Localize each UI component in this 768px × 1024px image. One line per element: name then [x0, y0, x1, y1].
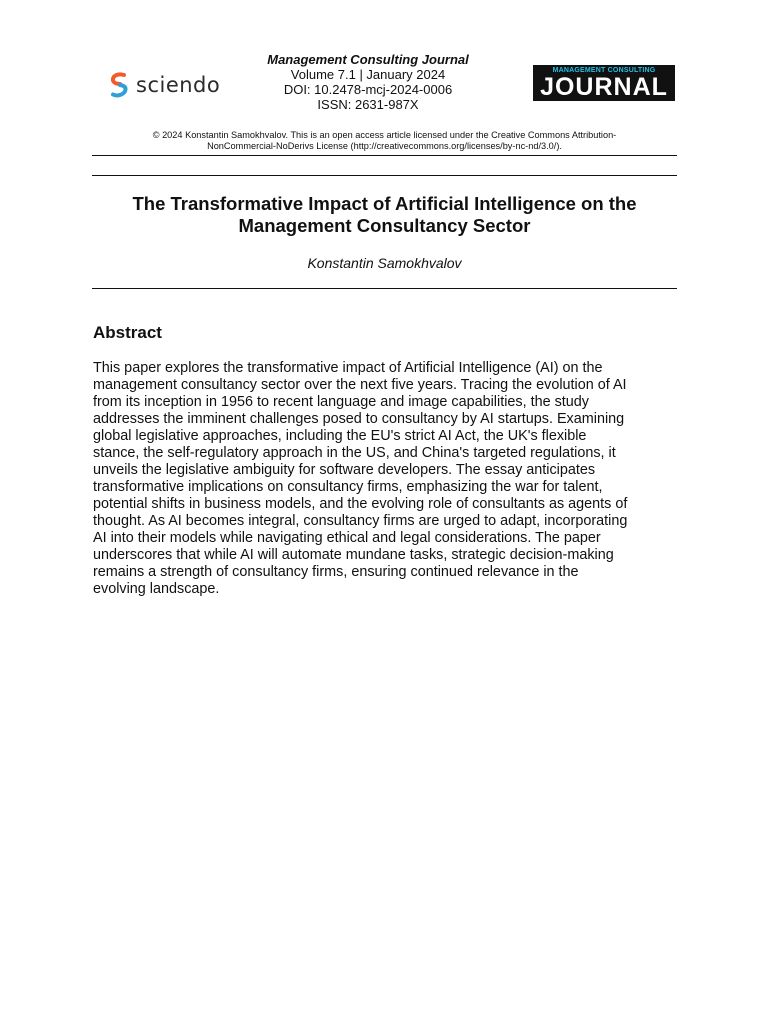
journal-name: Management Consulting Journal [267, 52, 469, 67]
journal-issn: ISSN: 2631-987X [317, 97, 419, 112]
journal-doi: DOI: 10.2478-mcj-2024-0006 [283, 82, 453, 97]
divider-top [92, 155, 677, 156]
license-line-2: NonCommercial-NoDerivs License (http://creativecommons.org/licenses/by-nc-nd/3.0/). [207, 141, 562, 151]
sciendo-wordmark: sciendo [136, 73, 221, 97]
journal-volume: Volume 7.1 | January 2024 [290, 67, 446, 82]
journal-logo-top-text: MANAGEMENT CONSULTING [552, 67, 656, 74]
article-author: Konstantin Samokhvalov [307, 255, 462, 271]
license-line-1: © 2024 Konstantin Samokhvalov. This is an open access article licensed under the Creative Commons Attribution- [152, 130, 617, 140]
abstract-text: This paper explores the transformative impact of Artificial Intelligence (AI) on the management consultancy sector over the next five years. Tracing the evolution of AI from its inception in 1956 to recent language and image capabilities, the study addresses the imminent challenges posed to consultancy by AI startups. Examining global legislative approaches, including the EU's strict AI Act, the UK's flexible stance, the self-regulatory approach in the US, and China's targeted regulations, it unveils the legislative ambiguity for software developers. The essay anticipates transformative implications on consultancy firms, emphasizing the war for talent, potential shifts in business models, and the evolving role of consultants as agents of thought. As AI becomes integral, consultancy firms are urged to adapt, incorporating AI into their models while navigating ethical and legal considerations. The paper underscores that while AI will automate mundane tasks, strategic decision-making remains a strength of consultancy firms, ensuring continued relevance in the evolving landscape. [93, 360, 628, 597]
page-header [0, 0, 768, 120]
divider-title-bottom [92, 288, 677, 289]
license-notice [92, 130, 677, 152]
journal-logo [533, 65, 675, 101]
abstract-heading: Abstract [93, 323, 162, 342]
journal-logo-main-text: JOURNAL [540, 73, 668, 101]
divider-title-top [92, 175, 677, 176]
article-title: The Transformative Impact of Artificial Intelligence on the Management Consultancy Sector [132, 193, 637, 236]
